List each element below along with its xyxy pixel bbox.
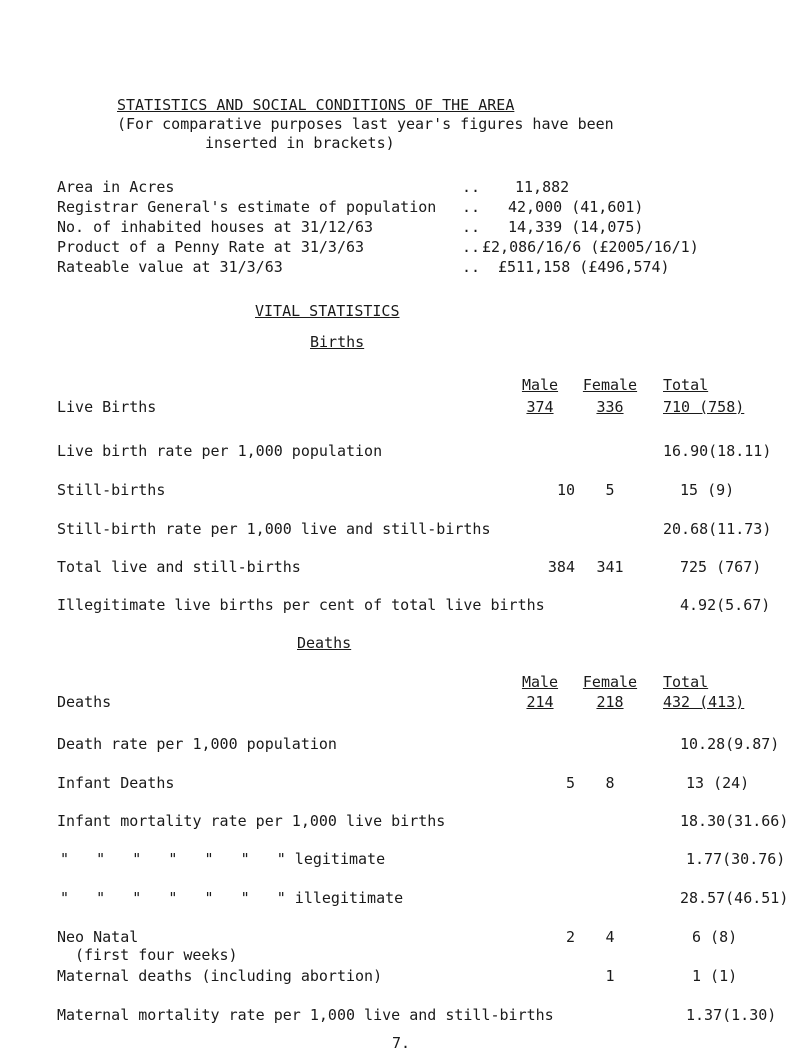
deaths-row-total: 6 (8) [692, 928, 738, 946]
fact-value: 42,000 (41,601) [508, 198, 644, 216]
deaths-row-total [663, 693, 793, 711]
births-row-total-value: 710 (758) [663, 398, 745, 416]
deaths-row-total: 18.30(31.66) [680, 812, 789, 830]
page-number: 7. [392, 1034, 411, 1052]
fact-label: Area in Acres [57, 178, 175, 196]
deaths-row-label: " " " " " " " legitimate [60, 850, 386, 868]
deaths-row-label: Maternal deaths (including abortion) [57, 967, 383, 985]
births-row-female: 5 [605, 481, 615, 499]
births-row-female: 336 [596, 398, 624, 416]
fact-value: £2,086/16/6 (£2005/16/1) [482, 238, 699, 256]
births-row-female: 341 [596, 558, 624, 576]
deaths-col-total: Total [663, 673, 709, 691]
deaths-row-total: 1.37(1.30) [686, 1006, 777, 1024]
deaths-row-label: " " " " " " " illegitimate [60, 889, 404, 907]
deaths-title: Deaths [297, 634, 352, 652]
page-title: STATISTICS AND SOCIAL CONDITIONS OF THE AREA [117, 96, 515, 114]
deaths-row-male: 214 [526, 693, 554, 711]
deaths-row-total-value: 432 (413) [663, 693, 745, 711]
deaths-row-label: Infant Deaths [57, 774, 175, 792]
deaths-row-male: 5 [565, 774, 575, 792]
births-row-label: Live Births [57, 398, 157, 416]
deaths-row-female: 4 [605, 928, 615, 946]
births-col-female: Female [582, 376, 638, 394]
fact-dots: .. [462, 258, 481, 276]
deaths-row-label: Death rate per 1,000 population [57, 735, 337, 753]
births-row-label: Still-birth rate per 1,000 live and still-births [57, 520, 491, 538]
births-row-label: Illegitimate live births per cent of total live births [57, 596, 545, 614]
births-row-male: 384 [547, 558, 575, 576]
births-row-label: Live birth rate per 1,000 population [57, 442, 383, 460]
fact-value: 11,882 [515, 178, 570, 196]
deaths-row-female: 1 [605, 967, 615, 985]
deaths-row-label: Infant mortality rate per 1,000 live births [57, 812, 446, 830]
deaths-col-male: Male [521, 673, 559, 691]
deaths-col-female: Female [582, 673, 638, 691]
fact-dots: .. [462, 178, 481, 196]
fact-value: £511,158 (£496,574) [498, 258, 670, 276]
births-row-label: Still-births [57, 481, 166, 499]
fact-dots: .. [462, 218, 481, 236]
births-row-label: Total live and still-births [57, 558, 301, 576]
births-row-male: 10 [556, 481, 575, 499]
deaths-row-label: Maternal mortality rate per 1,000 live and still-births [57, 1006, 554, 1024]
births-col-male: Male [521, 376, 559, 394]
heading-note-line-1: (For comparative purposes last year's figures have been [117, 115, 614, 133]
fact-label: Product of a Penny Rate at 31/3/63 [57, 238, 365, 256]
deaths-row-male: 2 [565, 928, 575, 946]
births-col-total: Total [663, 376, 709, 394]
births-title: Births [310, 333, 365, 351]
fact-dots: .. [462, 238, 481, 256]
vital-statistics-title: VITAL STATISTICS [255, 302, 400, 320]
deaths-row-label: (first four weeks) [75, 946, 238, 964]
fact-label: No. of inhabited houses at 31/12/63 [57, 218, 374, 236]
fact-label: Rateable value at 31/3/63 [57, 258, 283, 276]
deaths-row-total: 1.77(30.76) [686, 850, 786, 868]
deaths-row-female: 8 [605, 774, 615, 792]
births-row-total: 20.68(11.73) [663, 520, 772, 538]
births-row-total: 4.92(5.67) [680, 596, 771, 614]
deaths-row-total: 1 (1) [692, 967, 738, 985]
deaths-row-total: 13 (24) [686, 774, 750, 792]
deaths-row-total: 10.28(9.87) [680, 735, 780, 753]
deaths-row-female: 218 [596, 693, 624, 711]
births-row-total: 725 (767) [680, 558, 762, 576]
births-row-total [663, 398, 793, 416]
fact-dots: .. [462, 198, 481, 216]
births-row-total: 16.90(18.11) [663, 442, 772, 460]
births-row-total: 15 (9) [680, 481, 735, 499]
deaths-row-label: Neo Natal [57, 928, 139, 946]
fact-label: Registrar General's estimate of population [57, 198, 437, 216]
heading-note-line-2: inserted in brackets) [205, 134, 395, 152]
fact-value: 14,339 (14,075) [508, 218, 644, 236]
deaths-row-total: 28.57(46.51) [680, 889, 789, 907]
deaths-row-label: Deaths [57, 693, 112, 711]
births-row-male: 374 [526, 398, 554, 416]
